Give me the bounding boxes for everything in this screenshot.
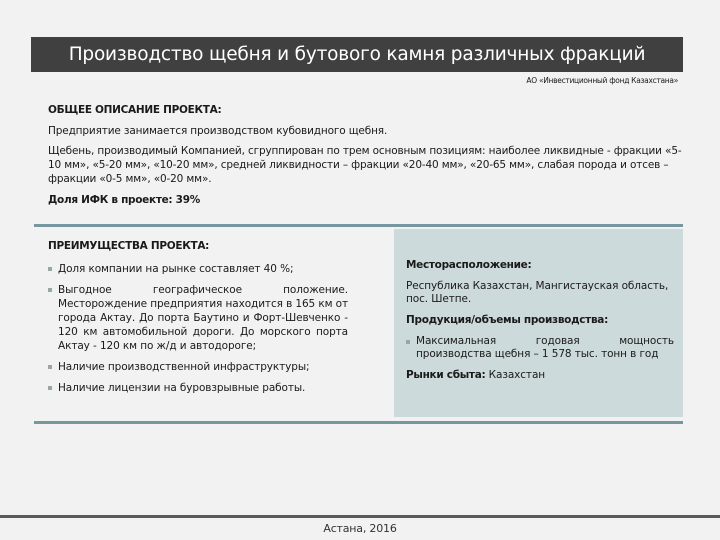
square-bullet-icon xyxy=(406,340,410,344)
advantages-heading: ПРЕИМУЩЕСТВА ПРОЕКТА: xyxy=(48,240,210,252)
location-heading: Месторасположение: xyxy=(406,259,532,271)
advantage-text: Наличие производственной инфраструктуры; xyxy=(58,361,310,373)
square-bullet-icon xyxy=(48,267,52,271)
section-divider-bottom xyxy=(34,421,683,424)
production-heading: Продукция/объемы производства: xyxy=(406,314,608,326)
production-item xyxy=(406,335,674,361)
organization-label: АО «Инвестиционный фонд Казахстана» xyxy=(526,76,678,85)
list-item xyxy=(48,381,348,395)
list-item xyxy=(48,262,348,276)
markets-value: Казахстан xyxy=(485,369,546,381)
section-divider-top xyxy=(34,224,683,227)
ifk-share: Доля ИФК в проекте: 39% xyxy=(48,194,200,206)
footer-divider xyxy=(0,515,720,518)
production-text: Максимальная годовая мощность производства щебня – 1 578 тыс. тонн в год xyxy=(416,335,674,360)
description-paragraph-1: Предприятие занимается производством кубовидного щебня. xyxy=(48,125,388,137)
description-paragraph-2: Щебень, производимый Компанией, сгруппирован по трем основным позициям: наиболее ликвидные - фракции «5-10 мм», «5-20 мм», «10-20 мм», средней ликвидности – фракции «20-40 мм», «20-65 мм», слабая порода и отсев – фракции «0-5 мм», «0-20 мм». xyxy=(48,145,682,185)
footer-location-year: Астана, 2016 xyxy=(323,522,397,535)
square-bullet-icon xyxy=(48,365,52,369)
advantages-list xyxy=(48,262,348,402)
square-bullet-icon xyxy=(48,288,52,292)
markets-line xyxy=(406,369,674,382)
advantage-text: Наличие лицензии на буровзрывные работы. xyxy=(58,382,306,394)
list-item xyxy=(48,283,348,353)
square-bullet-icon xyxy=(48,386,52,390)
list-item xyxy=(48,360,348,374)
title-bar xyxy=(31,37,683,72)
advantage-text: Доля компании на рынке составляет 40 %; xyxy=(58,263,294,275)
markets-label: Рынки сбыта: xyxy=(406,369,486,381)
advantage-text: Выгодное географическое положение. Месторождение предприятия находится в 165 км от города Актау. До порта Баутино и Форт-Шевченко - 120 км автомобильной дороги. До морского порта Актау - 120 км по ж/д и автодороге; xyxy=(58,284,349,352)
description-heading: ОБЩЕЕ ОПИСАНИЕ ПРОЕКТА: xyxy=(48,104,222,116)
project-info-panel xyxy=(394,229,683,417)
location-text: Республика Казахстан, Мангистауская область, пос. Шетпе. xyxy=(406,280,669,305)
page-title: Производство щебня и бутового камня различных фракций xyxy=(68,44,646,65)
